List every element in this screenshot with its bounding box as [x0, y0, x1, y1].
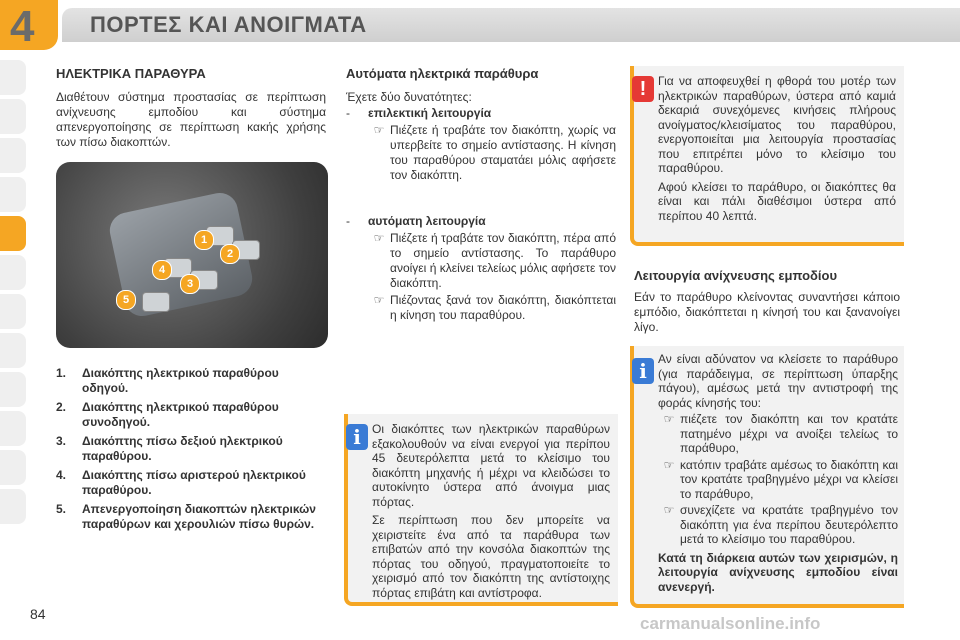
list-item: 5. Απενεργοποίηση διακοπτών ηλεκτρικών παραθύρων και χερουλιών πίσω θυρών.	[56, 502, 316, 531]
chapter-tab[interactable]	[0, 99, 26, 134]
switch-5	[142, 292, 170, 312]
window-switch-panel-photo	[56, 162, 328, 348]
info-box-switch-timeout	[344, 414, 618, 606]
chapter-tab-active[interactable]	[0, 216, 26, 251]
obstacle-text: Εάν το παράθυρο κλείνοντας συναντήσει κάποιο εμπόδιο, διακόπτεται η κίνησή του και ξανανοίγει λίγο.	[634, 290, 900, 334]
page-number: 84	[30, 606, 46, 622]
callout-2: 2	[220, 244, 240, 264]
chapter-tab[interactable]	[0, 372, 26, 407]
list-item: 2. Διακόπτης ηλεκτρικού παραθύρου συνοδηγού.	[56, 400, 279, 429]
list-item: 4. Διακόπτης πίσω αριστερού ηλεκτρικού παραθύρου.	[56, 468, 306, 497]
chapter-tab[interactable]	[0, 60, 26, 95]
chapter-tab[interactable]	[0, 489, 26, 524]
info-icon: i	[632, 358, 654, 384]
manual-mode: - επιλεκτική λειτουργία ☞ Πιέζετε ή τραβάτε τον διακόπτη, χωρίς να υπερβείτε το σημείο αντίστασης. Η κίνηση του παραθύρου σταματάει μόλις αφήσετε τον διακόπτη.	[346, 106, 616, 182]
section-heading-obstacle-detection: Λειτουργία ανίχνευσης εμποδίου	[634, 268, 838, 283]
list-item: 3. Διακόπτης πίσω δεξιού ηλεκτρικού παραθύρου.	[56, 434, 283, 463]
callout-5: 5	[116, 290, 136, 310]
warning-box-motor-protection	[630, 66, 904, 246]
watermark: carmanualsonline.info	[640, 614, 821, 633]
warning-icon: !	[632, 76, 654, 102]
chapter-badge	[0, 0, 58, 50]
callout-3: 3	[180, 274, 200, 294]
info-box-reinitialise	[630, 346, 904, 608]
page-title: ΠΟΡΤΕΣ ΚΑΙ ΑΝΟΙΓΜΑΤΑ	[90, 12, 367, 37]
chapter-tabs	[0, 60, 30, 528]
chapter-tab[interactable]	[0, 294, 26, 329]
chapter-tab[interactable]	[0, 411, 26, 446]
possibilities-intro: Έχετε δύο δυνατότητες:	[346, 90, 472, 104]
chapter-tab[interactable]	[0, 177, 26, 212]
page-header	[0, 0, 960, 50]
info-icon: i	[346, 424, 368, 450]
warning-box-text: Για να αποφευχθεί η φθορά του μοτέρ των ηλεκτρικών παραθύρων, ύστερα από καμιά δεκαριά συνεχόμενες κινήσεις πλήρους ανοίγματος/κλεισίματος του παραθύρου, ενεργοποιείται μια λειτουργία προστασίας που επιτρέπει μόνο το κλείσιμο του παραθύρου. Αφού κλείσει το παράθυρο, οι διακόπτες θα είναι και πάλι διαθέσιμοι ύστερα από περίπου 40 λεπτά.	[658, 74, 896, 223]
callout-4: 4	[152, 260, 172, 280]
auto-mode: - αυτόματη λειτουργία ☞ Πιέζετε ή τραβάτε τον διακόπτη, πέρα από το σημείο αντίστασης. Το παράθυρο ανοίγει ή κλείνει τελείως μόλις αφήσετε τον διακόπτη. ☞ Πιέζοντας ξανά τον διακόπτη, διακόπτεται η κίνηση του παραθύρου.	[346, 214, 616, 322]
section-heading-electric-windows: ΗΛΕΚΤΡΙΚΑ ΠΑΡΑΘΥΡΑ	[56, 66, 206, 81]
switch-legend-list	[56, 366, 326, 536]
chapter-tab[interactable]	[0, 255, 26, 290]
info-box-text: Αν είναι αδύνατον να κλείσετε το παράθυρο (για παράδειγμα, σε περίπτωση ύπαρξης πάγου), αμέσως μετά την αντιστροφή της φοράς κίνησής του: ☞ πιέζετε τον διακόπτη και τον κρατάτε πατημένο μέχρι να ανοίξει τελείως το παράθυρο, ☞ κατόπιν τραβάτε αμέσως το διακόπτη και τον κρατάτε τραβηγμένο μέχρι να κλείσει το παράθυρο, ☞ συνεχίζετε να κρατάτε τραβηγμένο τον διακόπτη για ένα περίπου δευτερόλεπτο μετά το κλείσιμο του παραθύρου. Κατά τη διάρκεια αυτών των χειρισμών, η λειτουργία ανίχνευσης εμποδίου είναι ανενεργή.	[658, 352, 898, 594]
list-item: 1. Διακόπτης ηλεκτρικού παραθύρου οδηγού.	[56, 366, 279, 395]
chapter-tab[interactable]	[0, 333, 26, 368]
chapter-number: 4	[10, 2, 35, 51]
section-heading-auto-windows: Αυτόματα ηλεκτρικά παράθυρα	[346, 66, 539, 81]
callout-1: 1	[194, 230, 214, 250]
chapter-tab[interactable]	[0, 450, 26, 485]
info-box-text: Οι διακόπτες των ηλεκτρικών παραθύρων εξακολουθούν να είναι ενεργοί για περίπου 45 δευτερόλεπτα μετά το κλείσιμο του διακόπτη μηχανής ή μέχρι να κλειδώσει το αυτοκίνητο ύστερα από άνοιγμα μιας πόρτας. Σε περίπτωση που δεν μπορείτε να χειριστείτε ένα από τα παράθυρα των επιβατών από την κονσόλα διακοπτών της πόρτας του οδηγού, πραγματοποιείτε το χειρισμό από τον διακόπτη της αντίστοιχης πόρτας επιβάτη και αντίστροφα.	[372, 422, 610, 600]
intro-text: Διαθέτουν σύστημα προστασίας σε περίπτωση ανίχνευσης εμποδίου και σύστημα απενεργοποίησης σε περίπτωση κακής χρήσης των πίσω διακοπτών.	[56, 90, 326, 149]
chapter-tab[interactable]	[0, 138, 26, 173]
